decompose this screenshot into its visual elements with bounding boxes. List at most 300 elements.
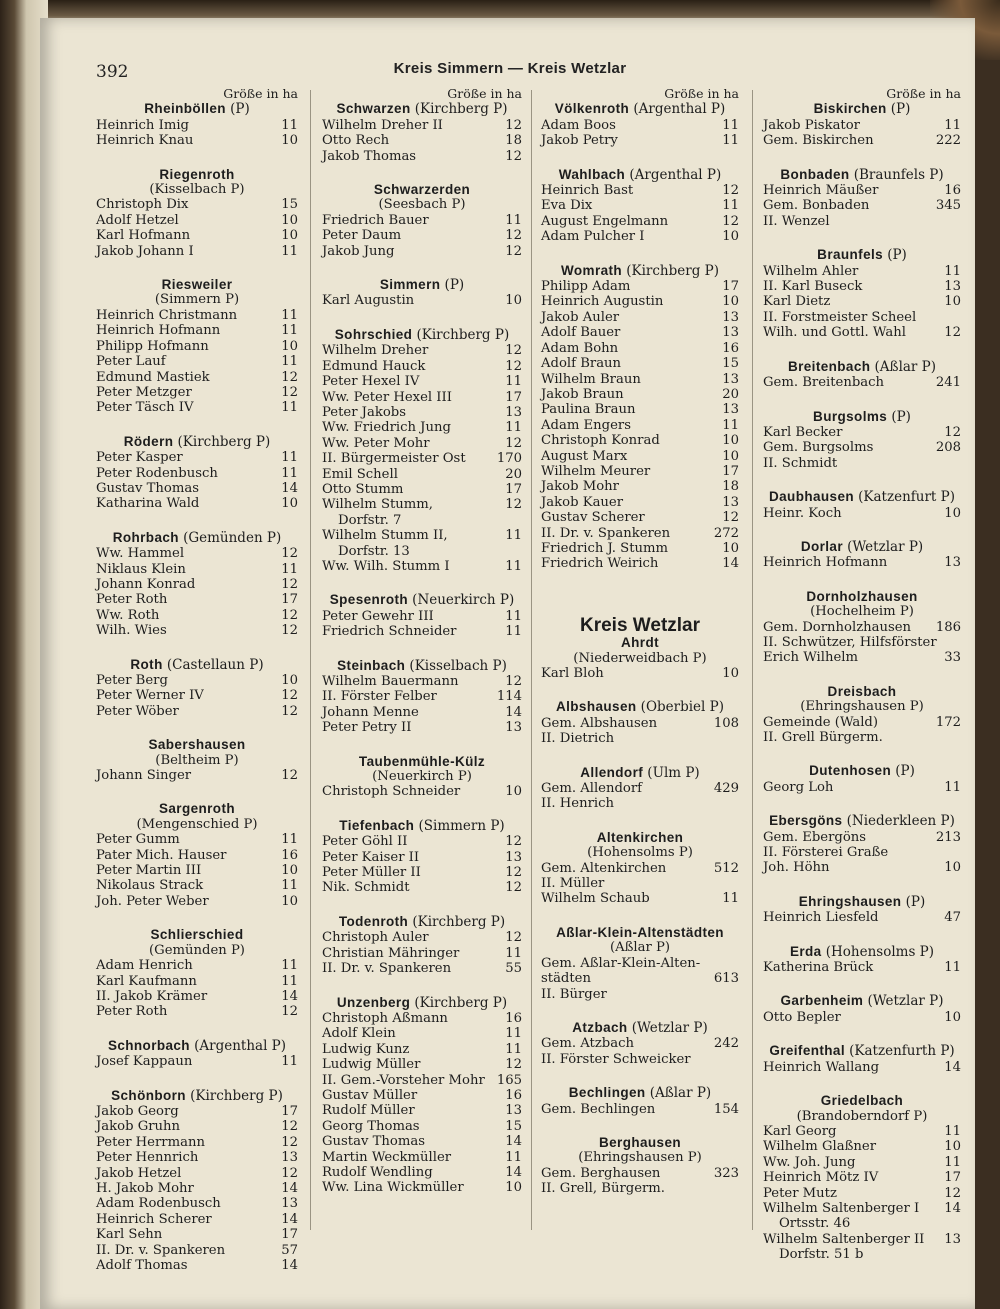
owner-name: Peter Müller II [322,865,421,881]
area-ha: 10 [722,666,739,681]
area-ha: 13 [722,371,739,387]
owner-name: Adam Henrich [96,958,193,974]
area-ha: 11 [944,1123,961,1139]
area-ha: 11 [281,243,298,259]
area-ha: 14 [505,1164,522,1180]
owner-name: Katharina Wald [96,496,200,512]
owner-name: Peter Jakobs [322,404,406,420]
entry-row [763,620,961,635]
post-office: (P) [890,101,911,118]
entry-row [763,264,961,279]
entry-row [96,562,298,577]
place-title [322,277,522,293]
owner-name: Jakob Braun [541,386,624,402]
entry-row [322,689,522,704]
entry-row [322,528,522,543]
entry-row [541,891,739,906]
place-name: Erda [789,943,822,959]
place-name: Dreisbach [827,683,897,699]
owner-name: Pater Mich. Hauser [96,847,227,863]
area-ha: 14 [505,704,522,720]
owner-name: Peter Mutz [763,1185,837,1201]
post-office: (Neuerkirch P) [372,769,472,785]
place-name: Altenkirchen [596,829,684,845]
place-title [96,737,298,752]
entry-row [96,894,298,909]
place-section [541,101,739,148]
entry-row [96,466,298,481]
owner-name: II. Jakob Krämer [96,988,208,1004]
place-name: Wahlbach [558,166,626,182]
column-3 [541,86,739,1197]
post-office: (Kirchberg P) [177,433,271,450]
owner-name: Johann Menne [322,704,419,720]
area-ha: 12 [281,384,298,400]
owner-name: II. Förster Felber [322,689,437,705]
place-title [541,699,739,715]
entry-row [763,294,961,309]
entry-row [541,971,739,986]
entry-row [322,705,522,720]
entry-row [96,354,298,369]
place-section [763,1093,961,1262]
place-name: Braunfels [817,247,884,263]
post-office: (Argenthal P) [633,101,726,118]
owner-name: Johann Singer [96,768,192,784]
place-name: Dornholzhausen [806,588,918,604]
place-section [322,101,522,164]
entry-row [763,279,961,294]
area-ha: 241 [935,375,961,391]
area-ha: 10 [281,228,298,244]
area-ha: 33 [944,650,961,666]
area-ha: 12 [281,369,298,385]
entry-row [763,715,961,730]
area-ha [939,214,961,229]
entry-row [96,1054,298,1069]
entry-row [541,731,739,746]
place-name: Dorlar [800,538,843,554]
owner-name: Peter Metzger [96,384,192,400]
owner-name: Karl Georg [763,1123,837,1139]
place-section [96,530,298,639]
place-title [96,657,298,673]
owner-name: II. Forstmeister Scheel [763,309,917,325]
unit-label: Größe in ha [664,86,739,101]
owner-name: Wilhelm Schaub [541,891,650,907]
entry-row [96,385,298,400]
place-section [541,167,739,245]
post-office: (Seesbach P) [378,197,466,213]
place-name: Biskirchen [813,101,887,117]
owner-name: August Engelmann [541,213,669,229]
entry-row [322,1088,522,1103]
post-office: (Ehringshausen P) [578,1150,702,1166]
place-title [541,925,739,940]
area-ha: 13 [944,1231,961,1247]
post-office: (Katzenfurt P) [858,489,955,506]
entry-row [763,635,961,650]
place-section [322,658,522,736]
entry-row [322,880,522,895]
owner-name: Ww. Peter Hexel III [322,389,452,405]
owner-name: Peter Hexel IV [322,374,420,390]
area-ha [717,956,739,971]
post-office: (P) [895,763,915,780]
owner-name: Gem. Bonbaden [763,198,870,214]
owner-name: Ww. Hammel [96,546,185,562]
area-ha: 12 [505,343,522,359]
area-ha: 12 [944,1185,961,1201]
entry-row [763,860,961,875]
owner-name: Joh. Höhn [763,860,830,876]
place-name: Greifenthal [769,1043,845,1059]
owner-name: Peter Kasper [96,450,183,466]
entry-row [322,720,522,735]
post-office: (Katzenfurth P) [849,1043,955,1060]
entry-row [322,149,522,164]
post-office: (Mengenschied P) [136,816,258,832]
entry-row [96,1119,298,1134]
area-ha: 11 [505,624,522,640]
place-section [763,489,961,521]
post-office: (Beltheim P) [155,752,239,768]
place-title [541,1135,739,1150]
owner-name: Peter Martin III [96,863,202,879]
place-name: Tiefenbach [339,817,415,833]
owner-name: Jakob Georg [96,1103,179,1119]
post-office: (Ulm P) [647,764,700,781]
entry-row [322,497,522,512]
place-name: Schwarzerden [373,182,471,198]
area-ha: 11 [505,528,522,544]
post-office: (Wetzlar P) [631,1019,708,1036]
place-name: Daubhausen [768,489,854,505]
post-office: (Simmern P) [418,817,505,834]
area-ha: 10 [281,673,298,688]
post-office: (Kirchberg P) [416,326,510,343]
place-section [322,914,522,977]
owner-name: Jakob Johann I [96,243,194,259]
area-ha: 11 [281,878,298,894]
entry-row [541,1036,739,1051]
owner-name: Christoph Auler [322,930,429,946]
entry-row [322,1042,522,1057]
place-title [763,489,961,505]
entry-row [763,1201,961,1216]
place-section [322,327,522,575]
entry-row [763,1155,961,1170]
owner-name: Gustav Scherer [541,510,645,526]
entry-row [322,946,522,961]
entry-row [763,1247,961,1262]
area-ha: 11 [505,608,522,624]
area-ha: 57 [281,1242,298,1258]
owner-name: Philipp Hofmann [96,338,209,354]
post-office: (Castellaun P) [166,656,264,673]
entry-row [541,214,739,229]
owner-name: Karl Augustin [322,293,415,309]
owner-name: Gem. Bechlingen [541,1101,656,1117]
entry-row [541,133,739,148]
place-title [322,754,522,769]
entry-row [541,341,739,356]
entry-row [96,481,298,496]
place-name: Garbenheim [780,993,864,1009]
area-ha: 11 [944,263,961,279]
area-ha: 186 [935,619,961,635]
owner-name: Adolf Hetzel [96,212,179,228]
owner-name: Georg Thomas [322,1118,420,1134]
entry-row [96,118,298,133]
area-ha: 12 [281,1119,298,1135]
entry-row [322,118,522,133]
area-ha: 12 [281,607,298,623]
owner-name: städten [541,971,591,987]
entry-row [96,768,298,783]
place-title [763,167,961,183]
area-ha: 18 [722,479,739,495]
owner-name: Heinrich Christmann [96,307,238,323]
owner-name: Karl Sehn [96,1227,163,1243]
area-ha: 11 [281,973,298,989]
post-office: (Kirchberg P) [626,262,719,279]
unit-label: Größe in ha [886,86,961,101]
owner-name: Peter Roth [96,1004,168,1020]
area-ha: 20 [505,466,522,482]
owner-name: Otto Stumm [322,481,404,497]
page-number: 392 [96,62,129,82]
entry-row [322,544,522,559]
area-ha [939,845,961,860]
owner-name: II. Grell Bürgerm. [763,730,883,745]
place-section [763,359,961,391]
area-ha: 11 [722,891,739,907]
area-ha [500,513,522,528]
entry-row [96,450,298,465]
area-ha: 12 [281,688,298,704]
owner-name: Ww. Peter Mohr [322,435,430,451]
owner-name: Adolf Klein [322,1026,396,1042]
owner-name: Martin Weckmüller [322,1149,452,1165]
entry-row [322,451,522,466]
post-office: (Gemünden P) [149,942,245,958]
area-ha: 213 [935,829,961,845]
place-section [96,434,298,512]
place-section [322,818,522,896]
area-ha: 16 [944,183,961,199]
unit-label: Größe in ha [447,86,522,101]
area-ha: 11 [281,465,298,481]
area-ha: 208 [935,440,961,456]
owner-name: Josef Kappaun [96,1054,193,1070]
owner-name: Karl Bloh [541,666,604,681]
area-ha [717,876,739,891]
owner-name: Jakob Gruhn [96,1119,181,1135]
area-ha: 172 [935,714,961,730]
owner-name: Wilhelm Ahler [763,263,859,279]
area-ha: 10 [281,863,298,879]
area-ha: 10 [944,1009,961,1025]
entry-row [322,228,522,243]
area-ha: 114 [496,689,522,705]
area-ha: 154 [713,1101,739,1117]
entry-row [96,1227,298,1242]
post-office: (P) [230,101,250,118]
post-office: (Kisselbach P) [409,657,507,674]
place-title [763,1043,961,1059]
owner-name: Eva Dix [541,198,593,214]
entry-row [763,730,961,745]
place-name: Ahrdt [621,635,659,651]
owner-name: Adam Rodenbusch [96,1196,221,1212]
entry-row [541,387,739,402]
place-title [541,830,739,845]
place-name: Todenroth [338,913,409,929]
place-section [541,1020,739,1067]
owner-name: II. Dietrich [541,731,615,747]
entry-row [541,372,739,387]
post-office: (Hohensolms P) [587,845,693,861]
owner-name: Peter Gumm [96,832,180,848]
area-ha: 12 [281,1004,298,1020]
area-ha: 272 [713,525,739,541]
post-office: (Hohensolms P) [825,943,935,960]
owner-name: Johann Konrad [96,576,196,592]
owner-name: Gem. Altenkirchen [541,860,667,876]
entry-row [322,1165,522,1180]
owner-name: Edmund Hauck [322,358,426,374]
area-ha: 16 [722,340,739,356]
owner-name: Wilhelm Bauermann [322,674,459,689]
owner-name: Heinr. Koch [763,505,842,521]
entry-row [541,495,739,510]
owner-name: Adam Bohn [541,340,619,356]
entry-row [322,1119,522,1134]
entry-row [96,848,298,863]
place-section [96,167,298,259]
entry-row [96,974,298,989]
owner-name: Dorfstr. 13 [338,543,410,559]
entry-row [541,1102,739,1117]
place-title [322,182,522,197]
area-ha: 12 [505,148,522,164]
owner-name: Gem. Biskirchen [763,133,874,149]
area-ha: 11 [281,561,298,577]
owner-name: II. Bürger [541,986,607,1002]
entry-row [96,1135,298,1150]
entry-row [96,228,298,243]
place-title [763,763,961,779]
owner-name: Rudolf Müller [322,1103,415,1119]
place-section [763,944,961,976]
area-ha: 11 [505,374,522,390]
place-name: Schwarzen [336,101,411,117]
place-title [96,101,298,117]
owner-name: Heinrich Imig [96,117,189,133]
column-4 [763,86,961,1263]
owner-name: Gustav Müller [322,1087,418,1103]
owner-name: Heinrich Mäußer [763,183,879,199]
place-title [96,801,298,816]
entry-row [541,876,739,891]
owner-name: Christian Mähringer [322,945,460,961]
owner-name: II. Dr. v. Spankeren [96,1242,226,1258]
owner-name: Peter Täsch IV [96,400,194,416]
owner-name: Gem. Albshausen [541,715,658,731]
entry-row [322,405,522,420]
place-section [541,1135,739,1197]
owner-name: Otto Bepler [763,1009,841,1025]
owner-name: Erich Wilhelm [763,650,858,666]
area-ha: 16 [505,1087,522,1103]
area-ha: 14 [505,1134,522,1150]
owner-name: Peter Rodenbusch [96,465,218,481]
entry-row [322,865,522,880]
post-office: (Niederkleen P) [846,813,955,830]
owner-name: Gem. Berghausen [541,1165,661,1181]
entry-row [322,467,522,482]
owner-name: Adam Boos [541,117,616,133]
owner-name: Adolf Bauer [541,325,621,341]
entry-row [322,213,522,228]
place-title [763,589,961,604]
place-section [322,182,522,259]
entry-row [541,716,739,731]
entry-row [763,325,961,340]
place-title [763,813,961,829]
unit-label: Größe in ha [223,86,298,101]
place-title [763,359,961,375]
entry-row [763,133,961,148]
place-name: Griedelbach [820,1093,904,1109]
place-name: Simmern [379,277,441,293]
area-ha: 47 [944,910,961,926]
place-name: Berghausen [598,1134,682,1150]
post-office: (Simmern P) [154,292,240,308]
entry-row [541,987,739,1002]
entry-row [541,526,739,541]
column-rule [531,90,532,1230]
owner-name: Peter Daum [322,228,402,244]
area-ha: 11 [281,323,298,339]
area-ha: 14 [281,1211,298,1227]
place-section [541,699,739,746]
entry-row [322,1057,522,1072]
entry-row [96,1258,298,1273]
entry-row [763,650,961,665]
owner-name: II. Gem.-Vorsteher Mohr [322,1072,485,1088]
area-ha: 10 [722,433,739,449]
post-office: (Kirchberg P) [412,913,506,930]
entry-row [322,1180,522,1195]
area-ha: 12 [281,1165,298,1181]
owner-name: August Marx [541,448,628,464]
entry-row [96,496,298,511]
area-ha: 429 [713,781,739,797]
place-section [96,1038,298,1070]
area-ha: 11 [281,354,298,370]
owner-name: Peter Göhl II [322,834,408,850]
area-ha: 55 [505,961,522,977]
area-ha: 242 [713,1036,739,1052]
entry-row [541,556,739,571]
owner-name: Peter Lauf [96,354,166,370]
column-2 [322,86,522,1196]
owner-name: Wilhelm Stumm II, [322,528,448,544]
place-name: Spesenroth [329,592,409,608]
place-section [763,813,961,876]
